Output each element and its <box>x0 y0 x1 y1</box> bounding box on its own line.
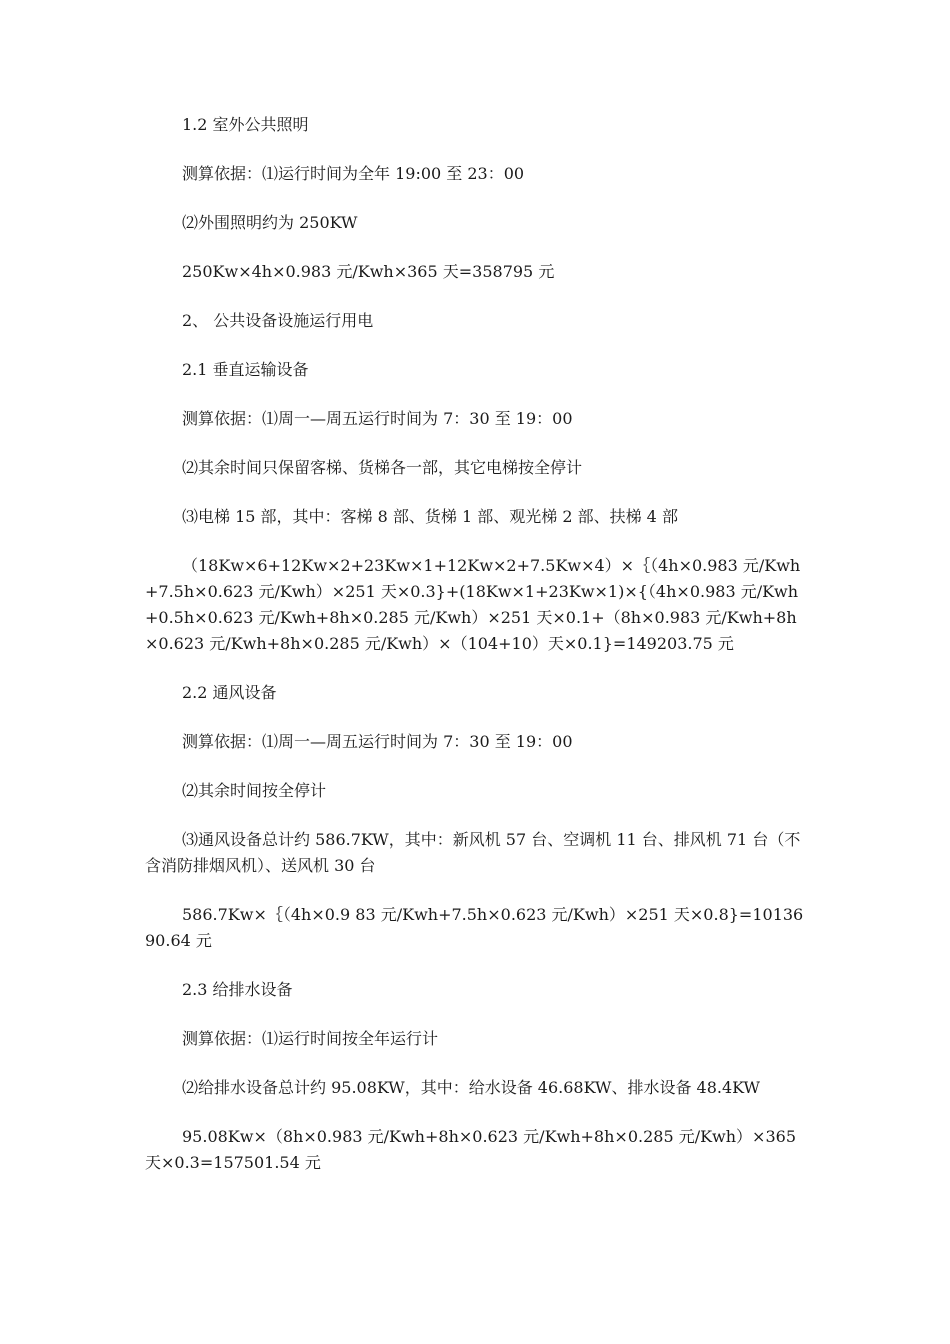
formula-line: 250Kw×4h×0.983 元/Kwh×365 天=358795 元 <box>182 262 555 281</box>
section-heading-2-2: 2.2 通风设备 <box>182 683 277 702</box>
section-heading-2-3: 2.3 给排水设备 <box>182 980 293 999</box>
basis-line: ⑵给排水设备总计约 95.08KW，其中：给水设备 46.68KW、排水设备 48.4KW <box>182 1078 760 1097</box>
basis-line: 测算依据：⑴周一—周五运行时间为 7：30 至 19：00 <box>182 409 573 428</box>
basis-line: 测算依据：⑴周一—周五运行时间为 7：30 至 19：00 <box>182 732 573 751</box>
basis-line: ⑶电梯 15 部，其中：客梯 8 部、货梯 1 部、观光梯 2 部、扶梯 4 部 <box>182 507 678 526</box>
basis-line: 测算依据：⑴运行时间为全年 19:00 至 23：00 <box>182 164 525 183</box>
formula-block: （18Kw×6+12Kw×2+23Kw×1+12Kw×2+7.5Kw×4）×｛（4h×0.983 元/Kwh+7.5h×0.623 元/Kwh）×251 天×0.3}+(18Kw×1+23Kw×1)×{（4h×0.983 元/Kwh+0.5h×0.623 元/Kwh+8h×0.285 元/Kwh）×251 天×0.1+（8h×0.983 元/Kwh+8h×0.623 元/Kwh+8h×0.285 元/Kwh）×（104+10）天×0.1}=149203.75 元 <box>145 556 801 653</box>
basis-line: ⑵外围照明约为 250KW <box>182 213 358 232</box>
section-heading-2-1: 2.1 垂直运输设备 <box>182 360 309 379</box>
document-page <box>145 112 810 1199</box>
section-heading-1-2: 1.2 室外公共照明 <box>182 115 309 134</box>
basis-line: ⑶通风设备总计约 586.7KW，其中：新风机 57 台、空调机 11 台、排风机 71 台（不含消防排烟风机）、送风机 30 台 <box>145 830 801 875</box>
section-heading-2: 2、 公共设备设施运行用电 <box>182 311 374 330</box>
basis-line: 测算依据：⑴运行时间按全年运行计 <box>182 1029 439 1048</box>
formula-block: 586.7Kw×｛（4h×0.9 83 元/Kwh+7.5h×0.623 元/Kwh）×251 天×0.8}=1013690.64 元 <box>145 905 804 950</box>
basis-line: ⑵其余时间只保留客梯、货梯各一部，其它电梯按全停计 <box>182 458 583 477</box>
formula-block: 95.08Kw×（8h×0.983 元/Kwh+8h×0.623 元/Kwh+8h×0.285 元/Kwh）×365 天×0.3=157501.54 元 <box>145 1127 796 1172</box>
basis-line: ⑵其余时间按全停计 <box>182 781 327 800</box>
